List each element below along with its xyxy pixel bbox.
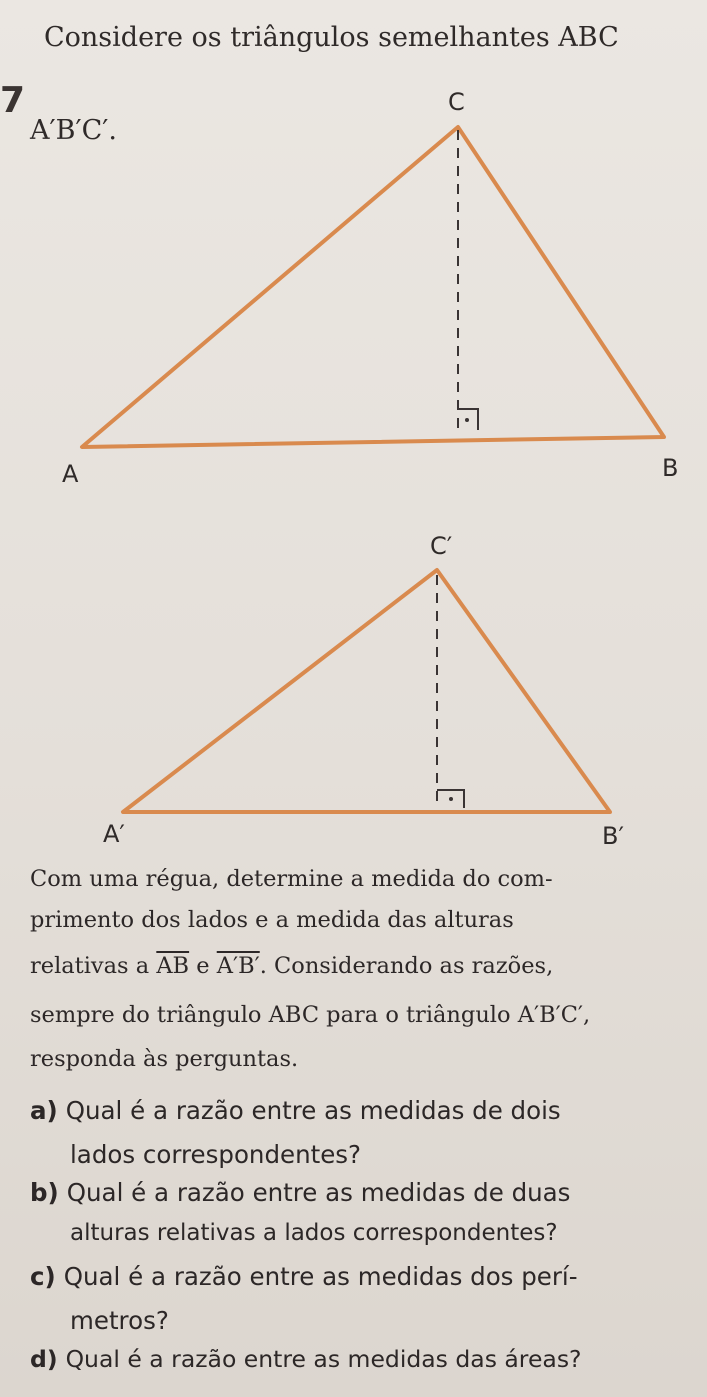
exercise-number: 7 [0,80,26,121]
instructions-line-2: primento dos lados e a medida das alturas [30,907,514,933]
vertex-c-prime-label: C′ [430,532,453,560]
exercise-title: Considere os triângulos semelhantes ABC [44,22,619,53]
triangle-a1b1c1-outline [123,570,610,812]
vertex-b-label: B [662,454,679,482]
vertex-a-label: A [62,460,79,488]
instructions-line-5: responda às perguntas. [30,1046,299,1072]
question-b: b) Qual é a razão entre as medidas de duas [30,1178,571,1207]
question-a-continuation: lados correspondentes? [70,1140,362,1169]
instructions-line-3: relativas a $\overline{AB}$ e A′B′. Considerando as razões, [30,953,554,979]
instructions-line-4: sempre do triângulo ABC para o triângulo A′B′C′, [30,1002,591,1028]
vertex-b-prime-label: B′ [602,822,624,850]
question-c-continuation: metros? [70,1306,169,1335]
question-c: c) Qual é a razão entre as medidas dos perí- [30,1262,578,1291]
triangle-a1b1c1-right-angle-dot [449,797,453,801]
question-a: a) Qual é a razão entre as medidas de dois [30,1096,561,1125]
exercise-title-continuation: A′B′C′. [30,115,117,146]
segment-a1b1: A′B′ [216,953,260,979]
triangle-abc [82,127,664,447]
question-d: d) Qual é a razão entre as medidas das áreas? [30,1345,582,1373]
triangle-a1b1c1 [123,570,610,812]
triangle-abc-outline [82,127,664,447]
vertex-a-prime-label: A′ [103,820,125,848]
vertex-c-label: C [448,88,465,116]
segment-ab: $\overline{AB}$ [156,953,190,979]
question-b-continuation: alturas relativas a lados correspondentes? [70,1220,558,1246]
instructions-line-1: Com uma régua, determine a medida do com- [30,866,553,892]
triangle-abc-right-angle-dot [465,418,469,422]
